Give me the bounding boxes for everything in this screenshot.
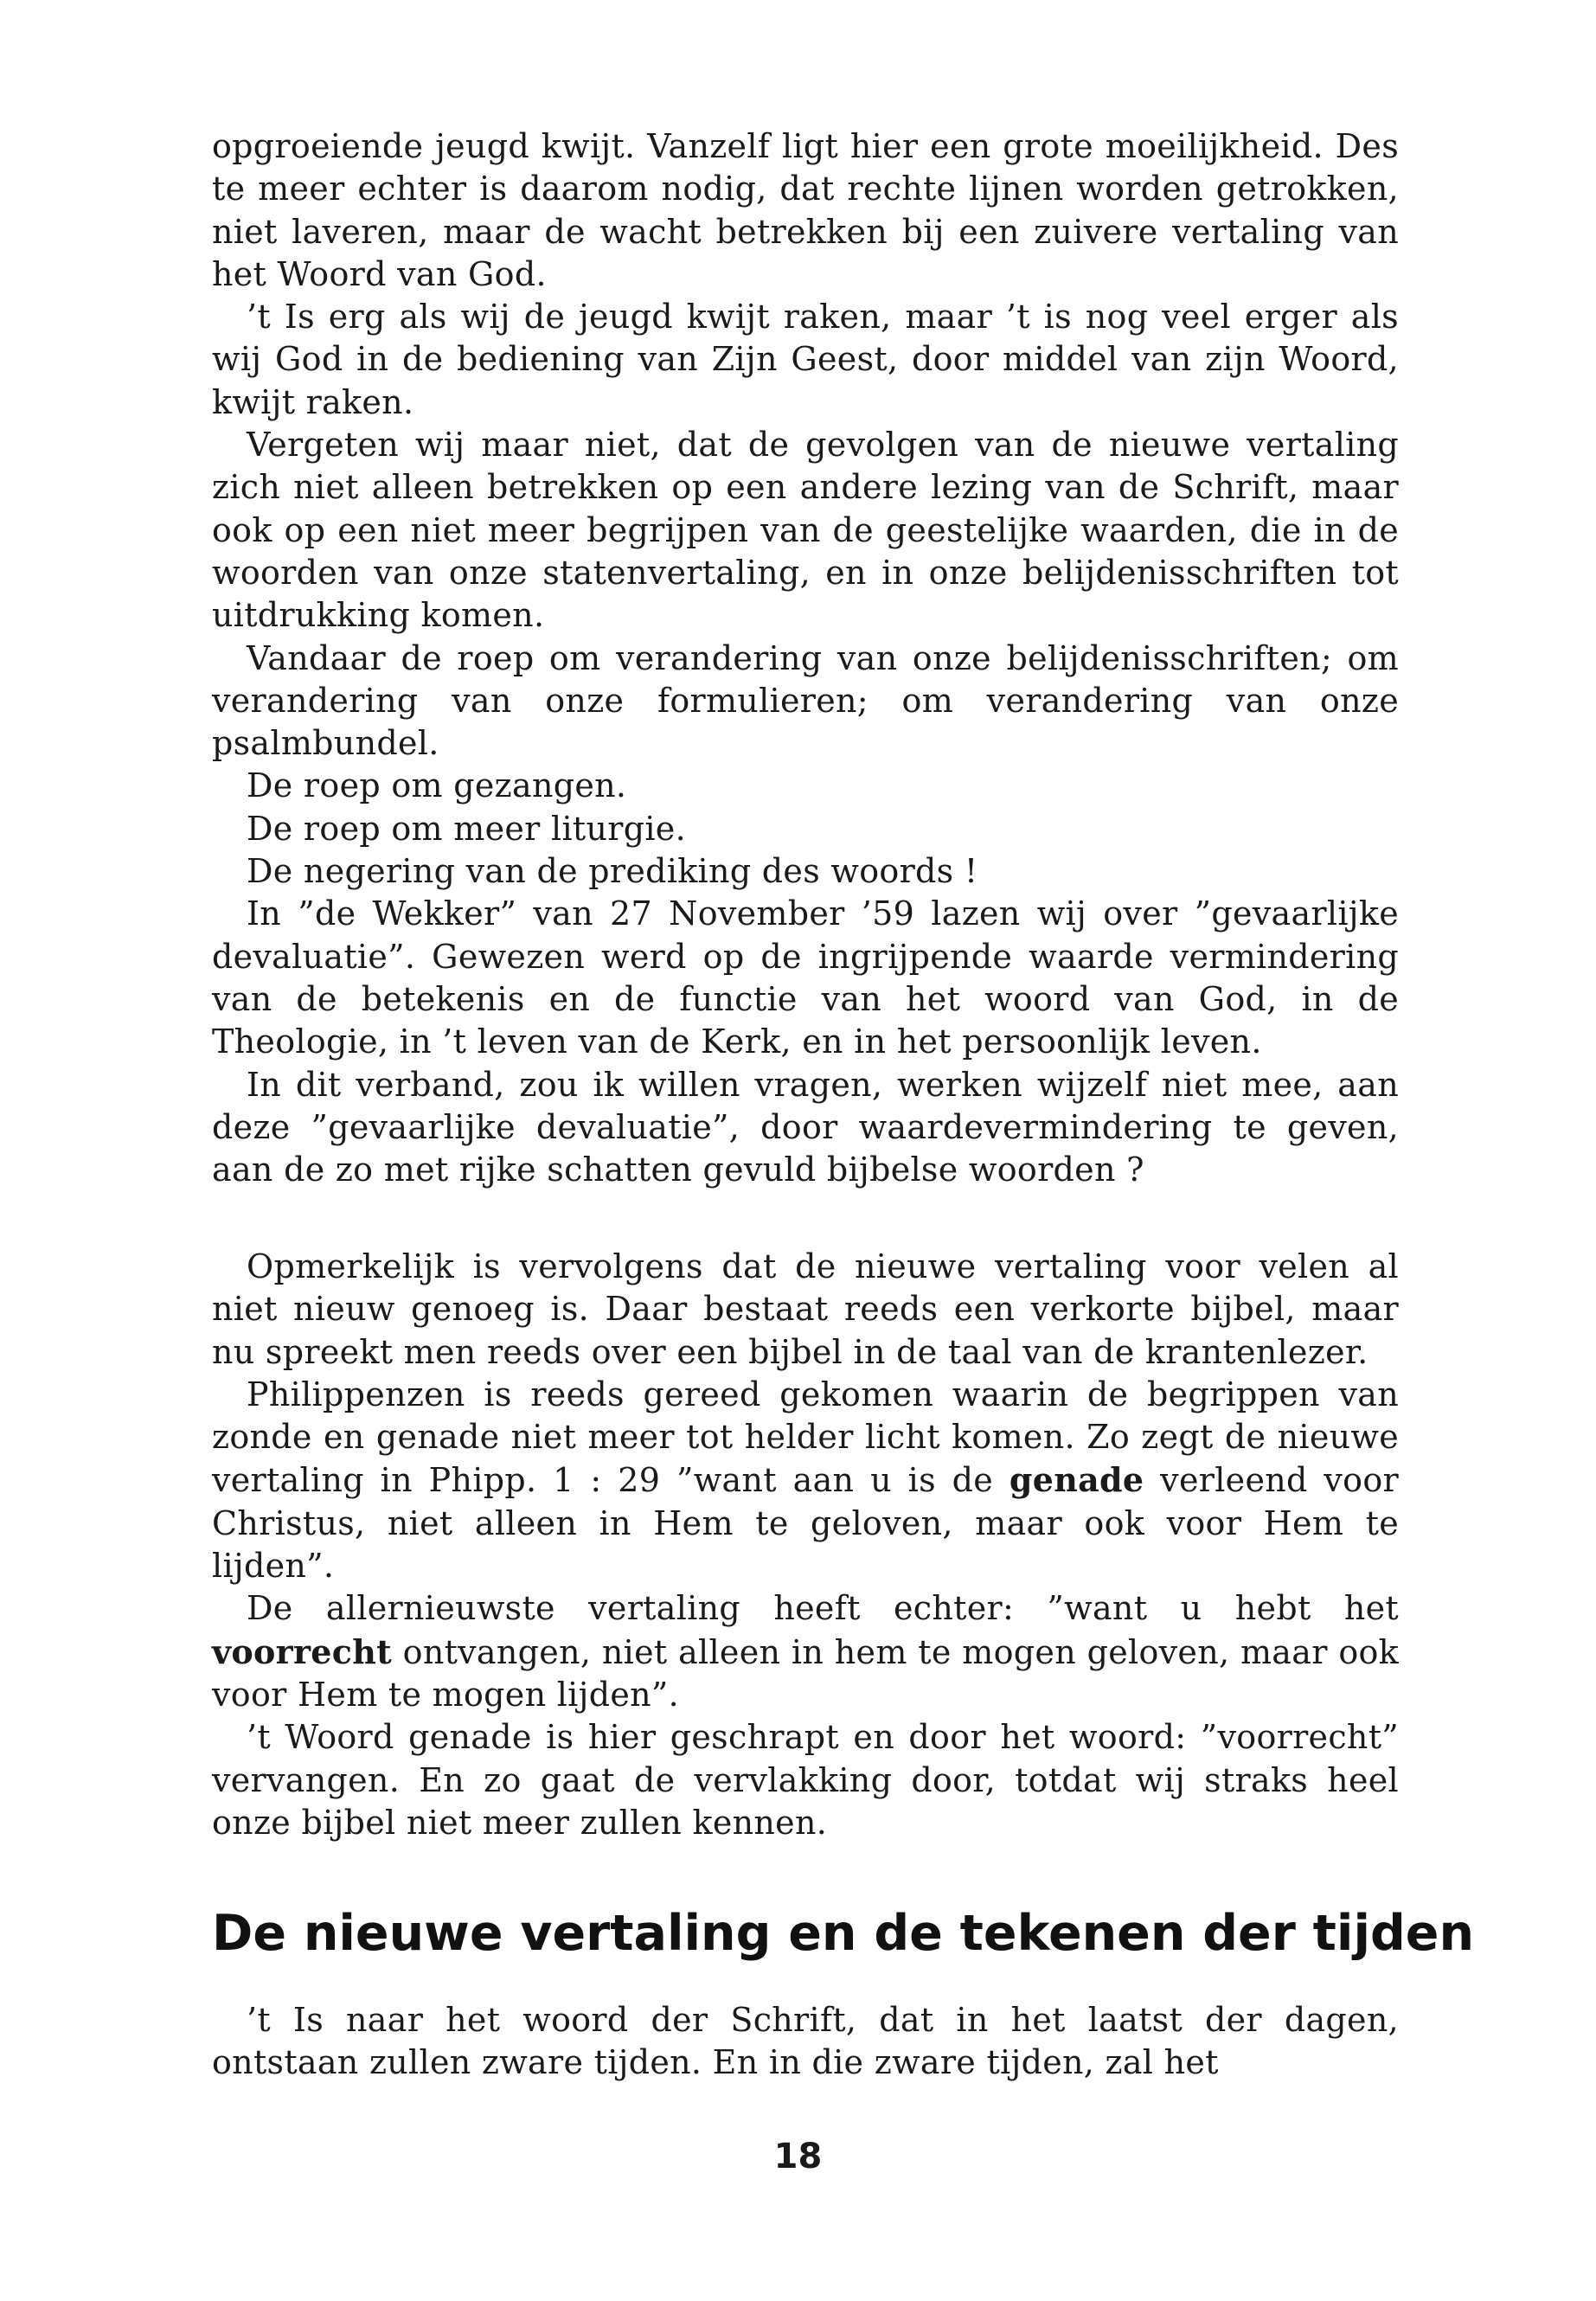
- paragraph-laatst-der-dagen: ’t Is naar het woord der Schrift, dat in het laatst der dagen, ontstaan zullen zware tijden. En in die zware tijden, zal het: [212, 2001, 1399, 2082]
- text-span: verleend voor Christus, niet alleen in Hem te geloven, maar ook voor Hem te lijden”.: [212, 1461, 1399, 1586]
- paragraph-vandaar: Vandaar de roep om verandering van onze belijdenisschriften; om verandering van onze formulieren; om verandering van onze psalmbundel.: [212, 638, 1399, 763]
- paragraph-philippenzen: [212, 1374, 1399, 1587]
- bold-word-voorrecht: voorrecht: [212, 1631, 393, 1671]
- paragraph-negering: De negering van de prediking des woords !: [247, 852, 978, 891]
- text-span: De allernieuwste vertaling heeft echter: ”want u hebt het: [247, 1589, 1399, 1628]
- text-block-top: [212, 125, 1399, 1191]
- paragraph-liturgie: De roep om meer liturgie.: [247, 809, 686, 848]
- paragraph-geschrapt: ’t Woord genade is hier geschrapt en door het woord: ”voorrecht” vervangen. En zo gaat de vervlakking door, totdat wij straks heel onze bijbel niet meer zullen kennen.: [212, 1718, 1399, 1842]
- paragraph-opmerkelijk: Opmerkelijk is vervolgens dat de nieuwe vertaling voor velen al niet nieuw genoeg is. Daar bestaat reeds een verkorte bijbel, maar nu spreekt men reeds over een bijbel in de taal van de krantenlezer.: [212, 1247, 1399, 1371]
- text-block-bottom: [212, 1999, 1399, 2085]
- paragraph-wekker: In ”de Wekker” van 27 November ’59 lazen wij over ”gevaarlijke devaluatie”. Gewezen werd op de ingrijpende waarde vermindering van de betekenis en de functie van het woord van God, in de Theologie, in ’t leven van de Kerk, en in het persoonlijk leven.: [212, 894, 1399, 1061]
- page-number: 18: [773, 2137, 823, 2176]
- text-span: Philippenzen is reeds gereed gekomen waarin de begrippen van zonde en genade niet meer tot helder licht komen. Zo zegt de nieuwe vertaling in Phipp. 1 : 29 ”want aan u is de: [212, 1375, 1399, 1500]
- text-span: ontvangen, niet alleen in hem te mogen geloven, maar ook voor Hem te mogen lijden”.: [212, 1632, 1399, 1714]
- paragraph-continuation: opgroeiende jeugd kwijt. Vanzelf ligt hier een grote moeilijkheid. Des te meer echter is daarom nodig, dat rechte lijnen worden getrokken, niet laveren, maar de wacht betrekken bij een zuivere vertaling van het Woord van God.: [212, 127, 1399, 293]
- paragraph-devaluatie: In dit verband, zou ik willen vragen, werken wijzelf niet mee, aan deze ”gevaarlijke devaluatie”, door waardevermindering te geven, aan de zo met rijke schatten gevuld bijbelse woorden ?: [212, 1065, 1399, 1189]
- section-heading: De nieuwe vertaling en de tekenen der tijden: [212, 1905, 1475, 1962]
- paragraph-gezangen: De roep om gezangen.: [247, 766, 627, 805]
- paragraph-allernieuwste: [212, 1587, 1399, 1716]
- paragraph-gevolgen: Vergeten wij maar niet, dat de gevolgen van de nieuwe vertaling zich niet alleen betrekken op een andere lezing van de Schrift, maar ook op een niet meer begrijpen van de geestelijke waarden, die in de woorden van onze statenvertaling, en in onze belijdenisschriften tot uitdrukking komen.: [212, 426, 1399, 635]
- bold-word-genade: genade: [1009, 1460, 1144, 1500]
- text-block-middle: [212, 1246, 1399, 1844]
- paragraph-jeugd: ’t Is erg als wij de jeugd kwijt raken, maar ’t is nog veel erger als wij God in de bediening van Zijn Geest, door middel van zijn Woord, kwijt raken.: [212, 298, 1399, 421]
